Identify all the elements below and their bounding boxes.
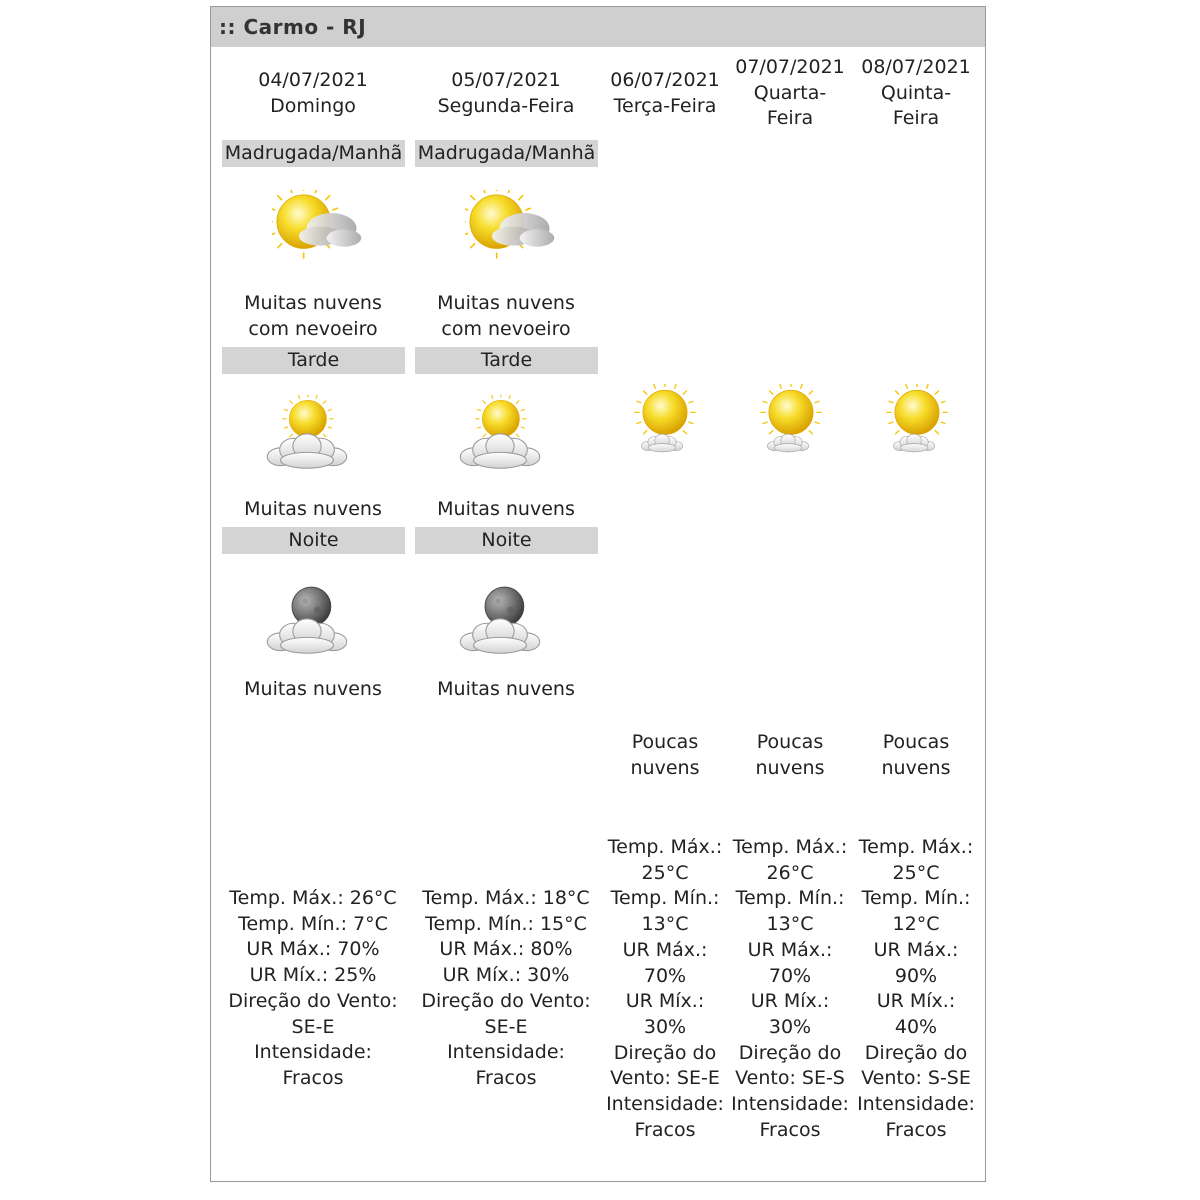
- stat-line: UR Míx.: 25%: [249, 964, 377, 987]
- location-title: :: Carmo - RJ: [211, 7, 985, 47]
- stat-line: 90%: [894, 964, 938, 987]
- day-3-header: [603, 68, 727, 119]
- condition-line: Muitas nuvens: [437, 292, 575, 314]
- stat-line: 26°C: [766, 861, 814, 884]
- stat-line: Intensidade:: [447, 1041, 565, 1064]
- stat-line: Fracos: [634, 1118, 696, 1141]
- condition-line: nuvens: [630, 756, 700, 779]
- stat-line: Temp. Máx.:: [732, 836, 848, 858]
- stat-line: UR Máx.:: [873, 938, 959, 961]
- sun-clouds-icon: [880, 384, 954, 460]
- stat-line: 13°C: [641, 913, 689, 936]
- condition-line: Poucas: [631, 731, 699, 753]
- stat-line: Temp. Mín.:: [610, 887, 720, 910]
- stat-line: UR Míx.: 30%: [442, 964, 570, 987]
- day-1-stats: [218, 886, 408, 1092]
- condition-line: com nevoeiro: [441, 317, 571, 340]
- stat-line: Vento: SE-S: [735, 1067, 845, 1090]
- day-3-date: 06/07/2021: [610, 69, 720, 91]
- condition-line: Muitas nuvens: [244, 292, 382, 314]
- day-2-period-night-label: Noite: [415, 527, 598, 554]
- day-5-weekday-1: Quinta-: [880, 81, 952, 104]
- condition-line: Poucas: [882, 731, 950, 753]
- day-3-stats: [603, 835, 727, 1143]
- day-2-date: 05/07/2021: [451, 69, 561, 91]
- stat-line: 25°C: [641, 861, 689, 884]
- stat-line: Direção do: [864, 1041, 968, 1064]
- day-2-period-morning-label: Madrugada/Manhã: [415, 140, 598, 167]
- stat-line: Direção do Vento:: [228, 989, 398, 1012]
- day-4-date: 07/07/2021: [735, 56, 845, 78]
- stat-line: 40%: [894, 1015, 938, 1038]
- stat-line: 30%: [643, 1015, 687, 1038]
- day-4-weekday-2: Feira: [766, 107, 814, 129]
- day-1-header: [218, 68, 408, 119]
- day-2-afternoon-condition: Muitas nuvens: [437, 498, 575, 520]
- stat-line: Temp. Máx.: 26°C: [229, 887, 397, 909]
- day-5-stats: [854, 835, 978, 1143]
- day-2-weekday: Segunda-Feira: [437, 94, 575, 117]
- stat-line: 70%: [643, 964, 687, 987]
- stat-line: Direção do: [738, 1041, 842, 1064]
- condition-line: Poucas: [756, 731, 824, 753]
- day-1-period-afternoon-label: Tarde: [222, 347, 405, 374]
- stat-line: Temp. Mín.:: [861, 887, 971, 910]
- day-5-date: 08/07/2021: [861, 56, 971, 78]
- stat-line: UR Míx.:: [625, 990, 705, 1013]
- stat-line: UR Máx.:: [622, 938, 708, 961]
- day-1-night-condition: Muitas nuvens: [244, 678, 382, 700]
- stat-line: 12°C: [892, 913, 940, 936]
- day-2-period-afternoon-label: Tarde: [415, 347, 598, 374]
- stat-line: Intensidade:: [254, 1041, 372, 1064]
- day-1-period-morning-label: Madrugada/Manhã: [222, 140, 405, 167]
- stat-line: Fracos: [885, 1118, 947, 1141]
- day-4-stats: [728, 835, 852, 1143]
- condition-line: nuvens: [755, 756, 825, 779]
- stat-line: Temp. Máx.: 18°C: [422, 887, 590, 909]
- stat-line: SE-E: [291, 1015, 335, 1038]
- day-2-night-condition: Muitas nuvens: [437, 678, 575, 700]
- stat-line: Direção do Vento:: [421, 989, 591, 1012]
- day-1-weekday: Domingo: [270, 94, 356, 117]
- day-5-condition: [854, 730, 978, 781]
- stat-line: Fracos: [282, 1066, 344, 1089]
- stat-line: UR Máx.: 80%: [439, 938, 573, 961]
- day-5-weekday-2: Feira: [892, 107, 940, 129]
- stat-line: UR Máx.: 70%: [246, 938, 380, 961]
- stat-line: 70%: [768, 964, 812, 987]
- condition-line: nuvens: [881, 756, 951, 779]
- sun-clouds-icon: [262, 395, 352, 470]
- day-2-header: [411, 68, 601, 119]
- day-1-date: 04/07/2021: [258, 69, 368, 91]
- stat-line: Temp. Máx.:: [858, 836, 974, 858]
- stat-line: Temp. Mín.:: [735, 887, 845, 910]
- day-4-weekday-1: Quarta-: [753, 81, 827, 104]
- stat-line: Vento: SE-E: [610, 1067, 720, 1090]
- day-4-condition: [728, 730, 852, 781]
- stat-line: Fracos: [475, 1066, 537, 1089]
- moon-clouds-icon: [455, 580, 545, 655]
- stat-line: UR Míx.:: [750, 990, 830, 1013]
- sun-cloud-fog-icon: [272, 190, 368, 262]
- day-3-weekday: Terça-Feira: [613, 94, 717, 117]
- stat-line: 13°C: [766, 913, 814, 936]
- day-2-stats: [411, 886, 601, 1092]
- stat-line: Temp. Mín.: 7°C: [238, 912, 388, 935]
- condition-line: com nevoeiro: [248, 317, 378, 340]
- sun-cloud-fog-icon: [465, 190, 561, 262]
- day-3-condition: [603, 730, 727, 781]
- stat-line: Intensidade:: [606, 1093, 724, 1116]
- stat-line: Intensidade:: [731, 1093, 849, 1116]
- stat-line: Temp. Máx.:: [607, 836, 723, 858]
- stat-line: Intensidade:: [857, 1093, 975, 1116]
- moon-clouds-icon: [262, 580, 352, 655]
- stat-line: UR Máx.:: [747, 938, 833, 961]
- stat-line: Temp. Mín.: 15°C: [425, 912, 587, 935]
- sun-clouds-icon: [628, 384, 702, 460]
- day-1-afternoon-condition: Muitas nuvens: [244, 498, 382, 520]
- day-1-period-night-label: Noite: [222, 527, 405, 554]
- stat-line: SE-E: [484, 1015, 528, 1038]
- day-2-morning-condition: [411, 291, 601, 342]
- stat-line: Vento: S-SE: [861, 1067, 971, 1090]
- stat-line: Fracos: [759, 1118, 821, 1141]
- stat-line: UR Míx.:: [876, 990, 956, 1013]
- day-5-header: [854, 55, 978, 132]
- stat-line: Direção do: [613, 1041, 717, 1064]
- sun-clouds-icon: [754, 384, 828, 460]
- day-4-header: [728, 55, 852, 132]
- stat-line: 30%: [768, 1015, 812, 1038]
- sun-clouds-icon: [455, 395, 545, 470]
- stat-line: 25°C: [892, 861, 940, 884]
- day-1-morning-condition: [218, 291, 408, 342]
